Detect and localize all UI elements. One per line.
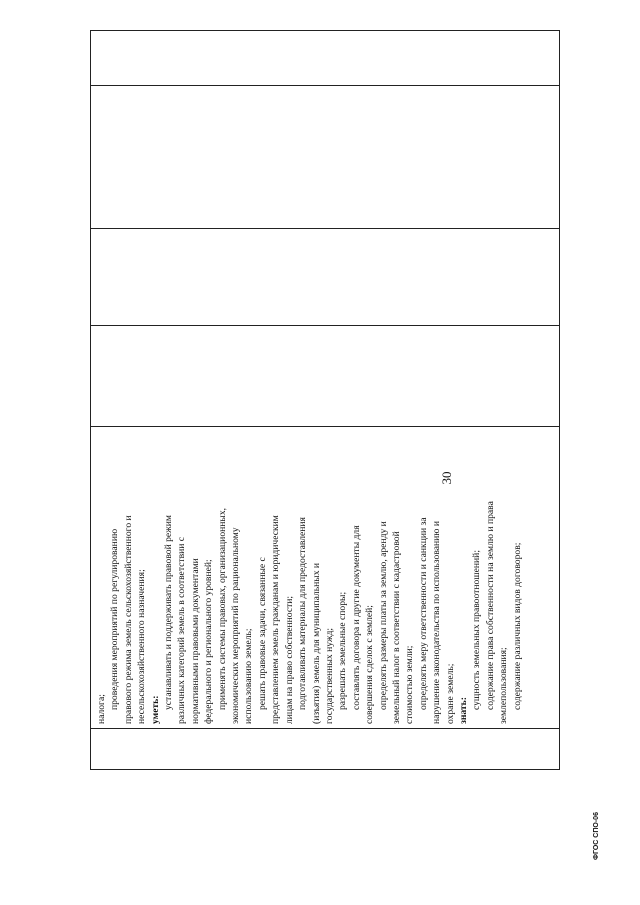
content-line: нарушение законодательства по использованию и bbox=[431, 521, 443, 724]
content-line: охране земель; bbox=[444, 663, 456, 724]
content-line: устанавливать и поддерживать правовой режим bbox=[163, 515, 175, 710]
content-line: государственных нужд; bbox=[323, 627, 335, 724]
table-column-3 bbox=[91, 325, 559, 426]
table-column-index bbox=[91, 728, 559, 769]
content-line: использованию земель; bbox=[243, 628, 255, 724]
content-line: знать: bbox=[457, 697, 469, 724]
content-line: несельскохозяйственного назначения; bbox=[136, 569, 148, 724]
content-line: совершения сделок с землей; bbox=[364, 605, 376, 724]
content-line: налога; bbox=[96, 694, 107, 724]
table-column-6 bbox=[91, 31, 559, 85]
footer-document-code: ФГОС СПО-06 bbox=[593, 812, 600, 860]
content-line: стоимостью земли; bbox=[404, 645, 416, 724]
content-line: содержание различных видов договоров; bbox=[511, 542, 523, 710]
content-line: (изъятия) земель для муниципальных и bbox=[310, 562, 322, 724]
content-line: сущность земельных правоотношений; bbox=[471, 550, 483, 710]
competency-table bbox=[90, 30, 560, 770]
content-line: земельный налог в соответствии с кадастровой bbox=[390, 531, 402, 724]
content-line: различных категорий земель в соответствии с bbox=[176, 536, 188, 724]
page-number-text: 30 bbox=[439, 471, 454, 485]
rotated-table-wrapper bbox=[90, 30, 560, 770]
content-line: содержание права собственности на землю и права bbox=[484, 501, 496, 710]
content-line: применять системы правовых, организационных, bbox=[216, 507, 228, 710]
content-line: правового режима земель сельскохозяйственного и bbox=[122, 515, 134, 724]
content-line: представлением земель гражданам и юридическим bbox=[270, 515, 282, 724]
content-line: определять меру ответственности и санкции за bbox=[417, 517, 429, 710]
content-text-block bbox=[95, 433, 524, 724]
table-column-content bbox=[91, 426, 559, 728]
content-line: землепользования; bbox=[498, 647, 510, 724]
content-line: уметь: bbox=[149, 695, 161, 724]
content-line: нормативными правовыми документами bbox=[189, 558, 201, 724]
content-line: подготавливать материалы для предоставления bbox=[297, 517, 309, 710]
content-line: разрешать земельные споры; bbox=[337, 591, 349, 710]
table-column-4 bbox=[91, 228, 559, 325]
content-line: составлять договора и другие документы для bbox=[350, 525, 362, 710]
content-line: определять размеры платы за землю, аренду и bbox=[377, 521, 389, 710]
content-line: экономических мероприятий по рациональному bbox=[230, 527, 242, 724]
content-line: проведения мероприятий по регулированию bbox=[109, 528, 121, 710]
content-line: решать правовые задачи, связанные с bbox=[256, 557, 268, 710]
content-line: лицам на право собственности; bbox=[283, 595, 295, 724]
table-column-5 bbox=[91, 85, 559, 228]
content-line: федерального и регионального уровней; bbox=[203, 559, 215, 724]
